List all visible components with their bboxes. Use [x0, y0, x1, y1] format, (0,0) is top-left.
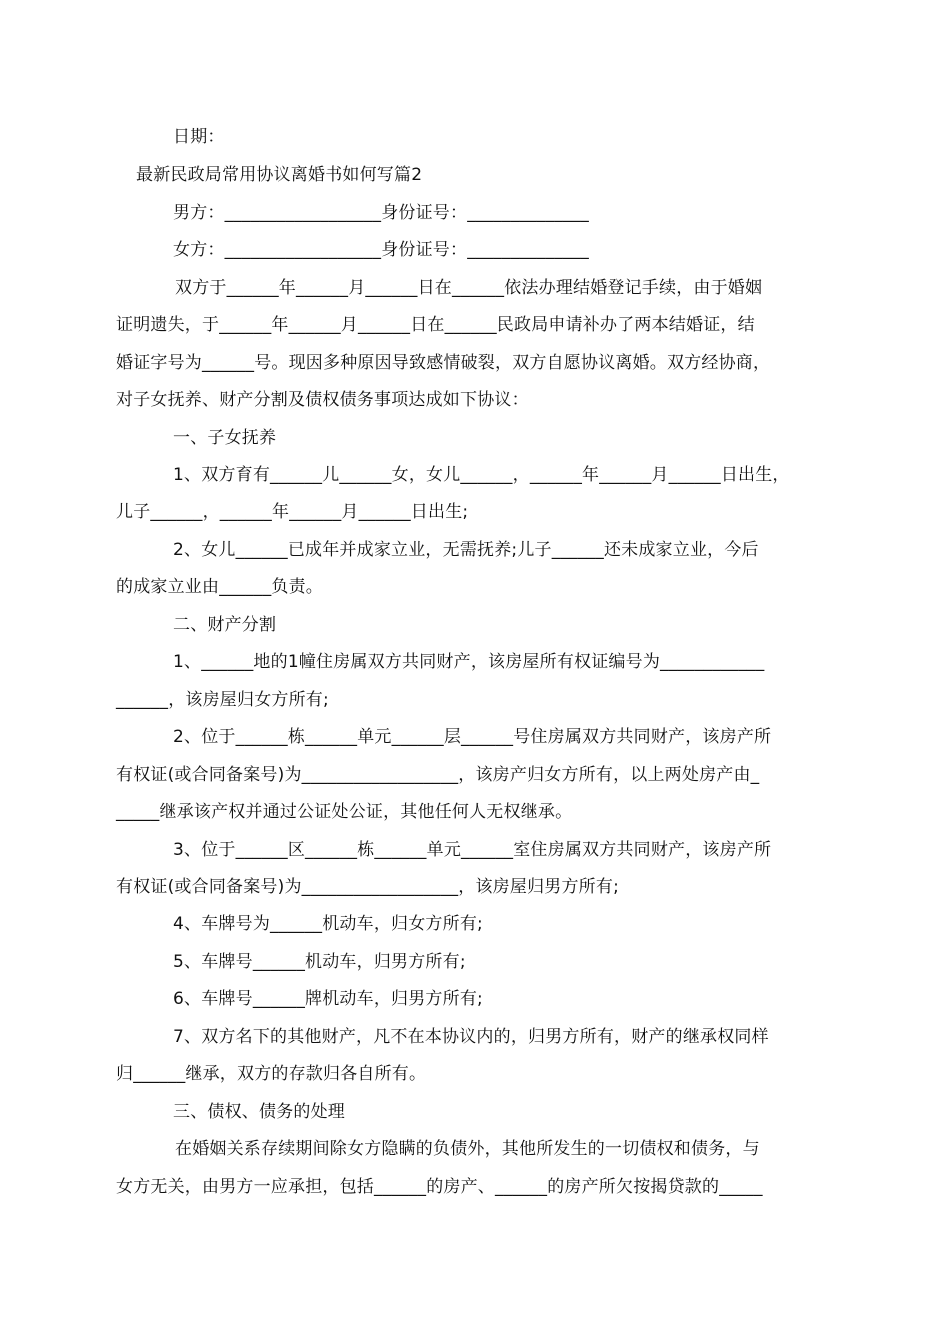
- clause-line: 有权证(或合同备案号)为__________________，该房产归女方所有，以上两处房产由_: [116, 765, 760, 785]
- clause-line: 归______继承，双方的存款归各自所有。: [116, 1064, 427, 1084]
- clause-line: 女方无关，由男方一应承担，包括______的房产、______的房产所欠按揭贷款的_____: [116, 1177, 763, 1197]
- document-title: 最新民政局常用协议离婚书如何写篇2: [136, 165, 423, 185]
- clause-line: _____继承该产权并通过公证处公证，其他任何人无权继承。: [116, 802, 573, 822]
- clause-line: 1、______地的1幢住房属双方共同财产，该房屋所有权证编号为____________: [173, 652, 765, 672]
- woman-line: 女方：__________________身份证号：______________: [173, 240, 589, 260]
- clause-line: 5、车牌号______机动车，归男方所有;: [173, 952, 466, 972]
- clause-line: 2、位于______栋______单元______层______号住房属双方共同财产，该房产所: [173, 727, 772, 747]
- clause-line: 的成家立业由______负责。: [116, 577, 323, 597]
- clause-line: ______，该房屋归女方所有;: [116, 690, 329, 710]
- clause-line: 在婚姻关系存续期间除女方隐瞒的负债外，其他所发生的一切债权和债务，与: [175, 1139, 760, 1159]
- intro-line: 对子女抚养、财产分割及债权债务事项达成如下协议：: [116, 390, 529, 410]
- clause-line: 7、双方名下的其他财产，凡不在本协议内的，归男方所有，财产的继承权同样: [173, 1027, 769, 1047]
- intro-line: 双方于______年______月______日在______依法办理结婚登记手续，由于婚姻: [175, 278, 763, 298]
- clause-line: 1、双方育有______儿______女，女儿______，______年______月______日出生，: [173, 465, 790, 485]
- clause-line: 3、位于______区______栋______单元______室住房属双方共同财产，该房产所: [173, 840, 772, 860]
- clause-line: 2、女儿______已成年并成家立业，无需抚养;儿子______还未成家立业，今后: [173, 540, 759, 560]
- intro-line: 婚证字号为______号。现因多种原因导致感情破裂，双方自愿协议离婚。双方经协商，: [116, 353, 771, 373]
- date-label: 日期：: [173, 127, 225, 147]
- man-line: 男方：__________________身份证号：______________: [173, 203, 589, 223]
- clause-line: 有权证(或合同备案号)为__________________，该房屋归男方所有;: [116, 877, 619, 897]
- clause-line: 6、车牌号______牌机动车，归男方所有;: [173, 989, 483, 1009]
- section-heading-debts: 三、债权、债务的处理: [173, 1102, 345, 1122]
- clause-line: 儿子______，______年______月______日出生;: [116, 502, 469, 522]
- section-heading-property: 二、财产分割: [173, 615, 277, 635]
- intro-line: 证明遗失，于______年______月______日在______民政局申请补办了两本结婚证，结: [116, 315, 755, 335]
- section-heading-children: 一、子女抚养: [173, 428, 277, 448]
- clause-line: 4、车牌号为______机动车，归女方所有;: [173, 914, 483, 934]
